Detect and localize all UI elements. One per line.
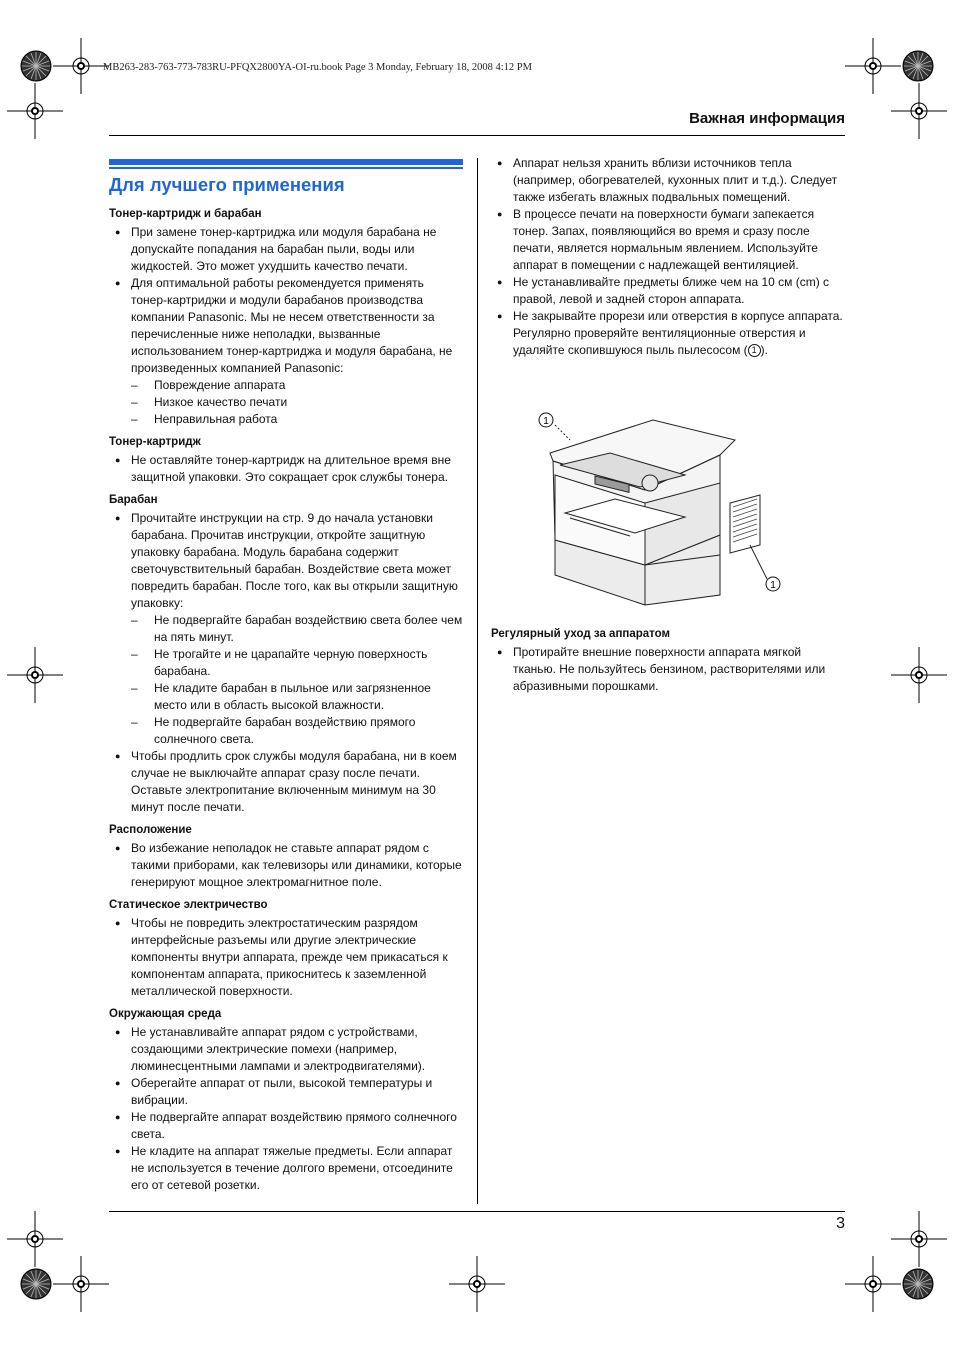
bullet: ● Прочитайте инструкции на стр. 9 до начала установки барабана. Прочитав инструкции, откройте защитную упаковку барабана. Модуль барабана содержит светочувствительный барабан. Воздействие света может повредить барабан. После того, как вы открыли защитную упаковку:: [109, 510, 463, 612]
column-divider: [477, 158, 478, 1204]
bullet: ● Протирайте внешние поверхности аппарата мягкой тканью. Не пользуйтесь бензином, растворителями или абразивными порошками.: [491, 644, 845, 695]
heading-environment: Окружающая среда: [109, 1008, 222, 1020]
care-section: [491, 626, 845, 695]
bullet: ● В процессе печати на поверхности бумаги запекается тонер. Запах, появляющийся во время и сразу после печати, является нормальным явлением. Используйте аппарат в помещении с надлежащей вентиляцией.: [491, 206, 845, 274]
bullet: [491, 308, 845, 359]
header-title: Важная информация: [689, 110, 845, 127]
dash-item: – Не подвергайте барабан воздействию прямого солнечного света.: [109, 714, 463, 748]
heading-care: Регулярный уход за аппаратом: [491, 628, 671, 640]
dash-item: – Не кладите барабан в пыльное или загрязненное место или в область высокой влажности.: [109, 680, 463, 714]
header-rule: [109, 135, 845, 136]
bullet: ● Не оставляйте тонер-картридж на длительное время вне защитной упаковки. Это сокращает срок службы тонера.: [109, 452, 463, 486]
printer-illustration: [535, 395, 785, 615]
section-bar: [109, 159, 463, 165]
bullet: ● Не устанавливайте предметы ближе чем на 10 см (cm) с правой, левой и задней сторон аппарата.: [491, 274, 845, 308]
left-column: [109, 206, 463, 1194]
heading-toner: Тонер-картридж: [109, 436, 201, 448]
bullet: ● Чтобы продлить срок службы модуля барабана, ни в коем случае не выключайте аппарат сразу после печати. Оставьте электропитание включенным минимум на 30 минут после печати.: [109, 748, 463, 816]
bullet-text-end: ).: [760, 343, 768, 357]
heading-static: Статическое электричество: [109, 899, 268, 911]
section-title: Для лучшего применения: [109, 174, 345, 195]
callout-label: 1: [770, 580, 776, 591]
dash-item: – Не подвергайте барабан воздействию света более чем на пять минут.: [109, 612, 463, 646]
bullet: ● Не подвергайте аппарат воздействию прямого солнечного света.: [109, 1109, 463, 1143]
footer-rule: [109, 1211, 845, 1212]
bullet: ● При замене тонер-картриджа или модуля барабана не допускайте попадания на барабан пыли, воды или жидкостей. Это может ухудшить качество печати.: [109, 224, 463, 275]
bullet: ● Для оптимальной работы рекомендуется применять тонер-картриджи и модули барабанов производства компании Panasonic. Мы не несем ответственности за перечисленные ниже неполадки, вызванные использованием тонер-картриджа и модуля барабана, не произведенных компанией Panasonic:: [109, 275, 463, 377]
book-slug: MB263-283-763-773-783RU-PFQX2800YA-OI-ru.book Page 3 Monday, February 18, 2008 4:12 PM: [103, 62, 532, 73]
page-number: 3: [836, 1215, 845, 1232]
callout-label: 1: [543, 416, 549, 427]
dash-item: – Повреждение аппарата: [109, 377, 463, 394]
bullet: ● Не кладите на аппарат тяжелые предметы. Если аппарат не используется в течение долгого времени, отсоедините его от сетевой розетки.: [109, 1143, 463, 1194]
section-bar-thin: [109, 167, 463, 169]
bullet: ● Аппарат нельзя хранить вблизи источников тепла (например, обогревателей, кухонных плит и т.д.). Следует также избегать влажных подвальных помещений.: [491, 155, 845, 206]
bullet: ● Не устанавливайте аппарат рядом с устройствами, создающими электрические помехи (например, люминесцентными лампами и электродвигателями).: [109, 1024, 463, 1075]
callout-mark: 1: [748, 344, 761, 357]
dash-item: – Неправильная работа: [109, 411, 463, 428]
right-column: [491, 155, 845, 359]
bullet: ● Во избежание неполадок не ставьте аппарат рядом с такими приборами, как телевизоры или динамики, которые генерируют мощное электромагнитное поле.: [109, 840, 463, 891]
heading-toner-drum: Тонер-картридж и барабан: [109, 208, 262, 220]
heading-location: Расположение: [109, 824, 192, 836]
bullet-text: Не закрывайте прорези или отверстия в корпусе аппарата. Регулярно проверяйте вентиляционные отверстия и удаляйте скопившуюся пыль пылесосом (: [513, 309, 843, 357]
bullet: ● Чтобы не повредить электростатическим разрядом интерфейсные разъемы или другие электрические компоненты внутри аппарата, прежде чем прикасаться к компонентам аппарата, прикоснитесь к заземленной металлической поверхности.: [109, 915, 463, 1000]
dash-item: – Не трогайте и не царапайте черную поверхность барабана.: [109, 646, 463, 680]
dash-item: – Низкое качество печати: [109, 394, 463, 411]
bullet: ● Оберегайте аппарат от пыли, высокой температуры и вибрации.: [109, 1075, 463, 1109]
heading-drum: Барабан: [109, 494, 158, 506]
